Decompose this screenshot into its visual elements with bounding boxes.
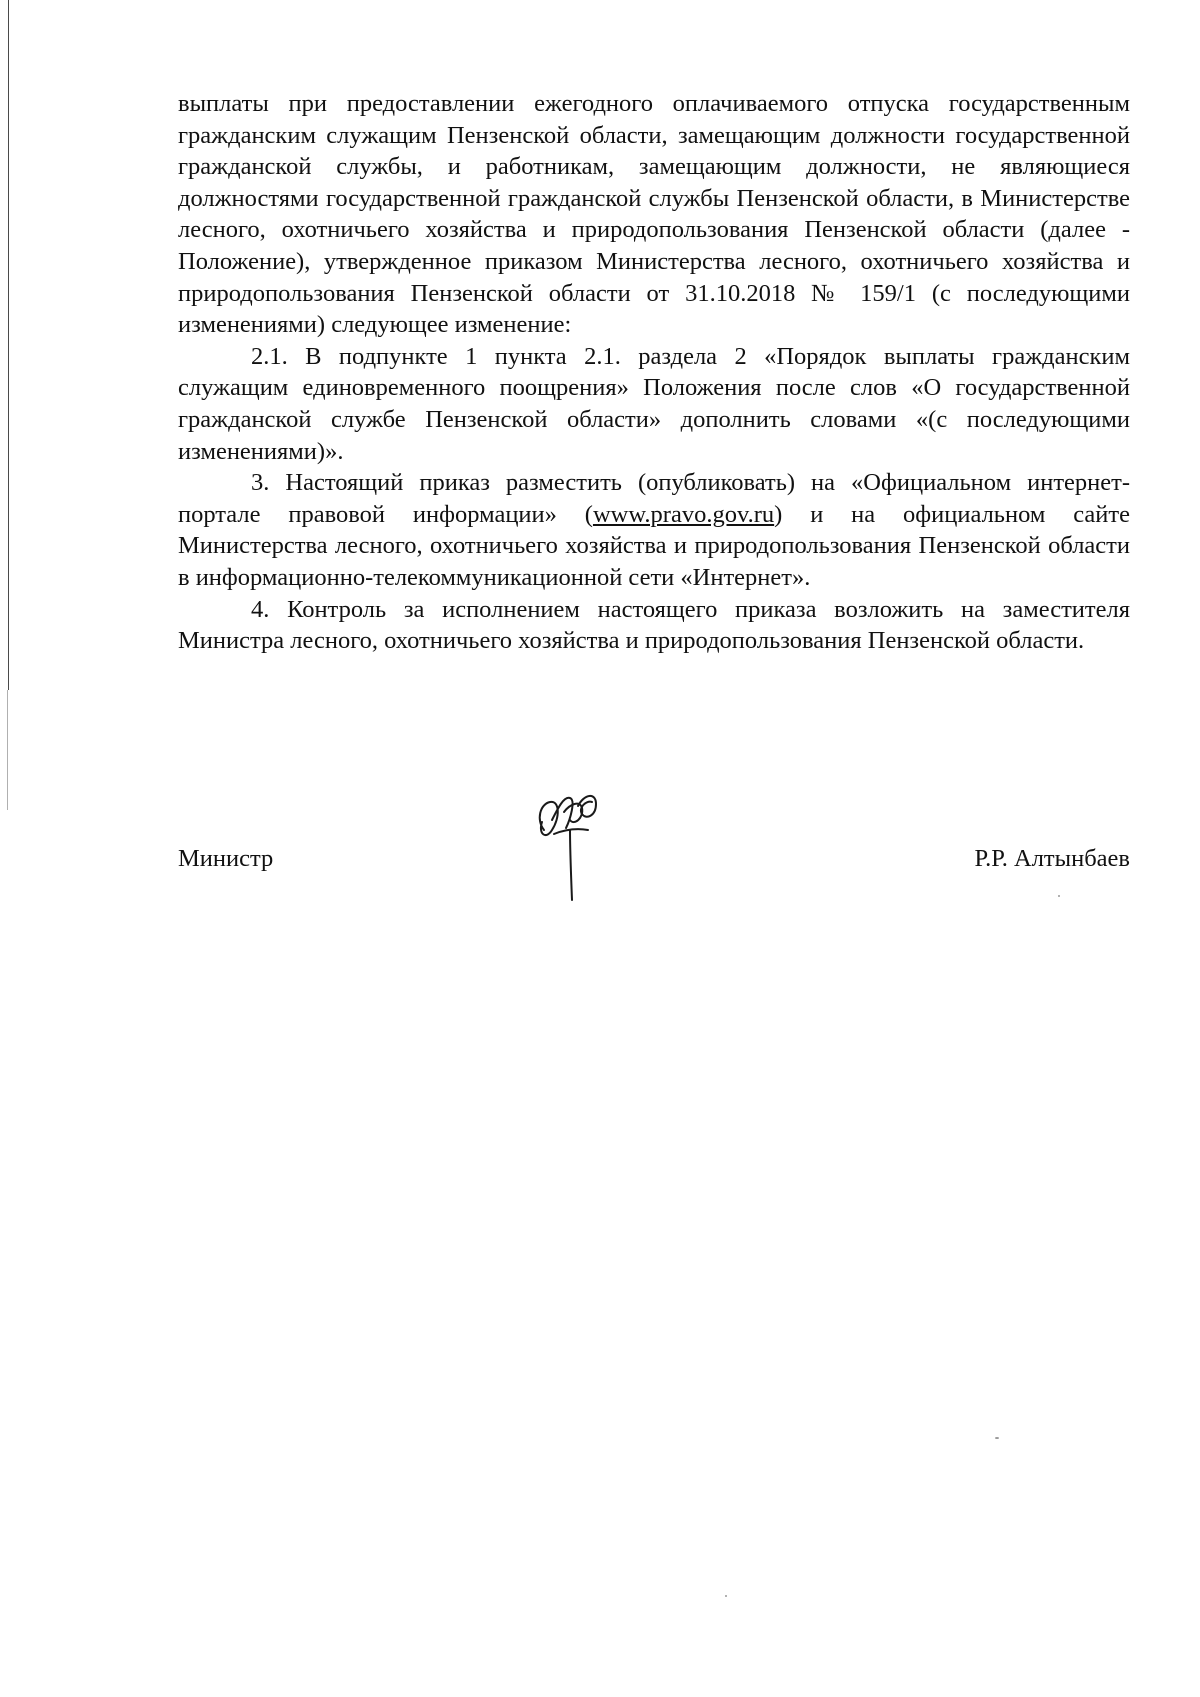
paragraph-3 [178,467,1130,593]
scan-edge-line [8,0,9,690]
paragraph-4: 4. Контроль за исполнением настоящего приказа возложить на заместителя Министра лесного, охотничьего хозяйства и природопользования Пензенской области. [178,595,1130,655]
signatory-name: Р.Р. Алтынбаев [974,845,1130,872]
pravo-link[interactable]: www.pravo.gov.ru [592,500,775,528]
position-title: Министр [178,845,274,872]
signature-row [178,845,1130,885]
paragraph-3-text-end: ) и на официальном сайте Министерства лесного, охотничьего хозяйства и природопользования Пензенской области в информационно-телекоммуникационной сети «Интернет». [178,500,1130,591]
paragraph-2-1: 2.1. В подпункте 1 пункта 2.1. раздела 2 «Порядок выплаты гражданским служащим единовременного поощрения» Положения после слов «О государственной гражданской службе Пензенской области» дополнить словами «(с последующими изменениями)». [178,342,1130,465]
paragraph-continuation: выплаты при предоставлении ежегодного оплачиваемого отпуска государственным гражданским служащим Пензенской области, замещающим должности государственной гражданской службы, и работникам, замещающим должности, не являющиеся должностями государственной гражданской службы Пензенской области, в Министерстве лесного, охотничьего хозяйства и природопользования Пензенской области (далее - Положение), утвержденное приказом Министерства лесного, охотничьего хозяйства и природопользования Пензенской области от 31.10.2018 № 159/1 (с последующими изменениями) следующее изменение: [178,90,1130,339]
document-body [178,88,1130,657]
scan-speck [725,1595,727,1597]
scan-speck [1058,895,1060,897]
scan-speck [995,1437,999,1439]
handwritten-signature [530,790,610,910]
scan-edge-line-faint [7,690,8,810]
paragraph-3-text-start: 3. Настоящий приказ разместить (опубликовать) на «Официальном интернет-портале правовой информации» ( [178,469,1130,528]
